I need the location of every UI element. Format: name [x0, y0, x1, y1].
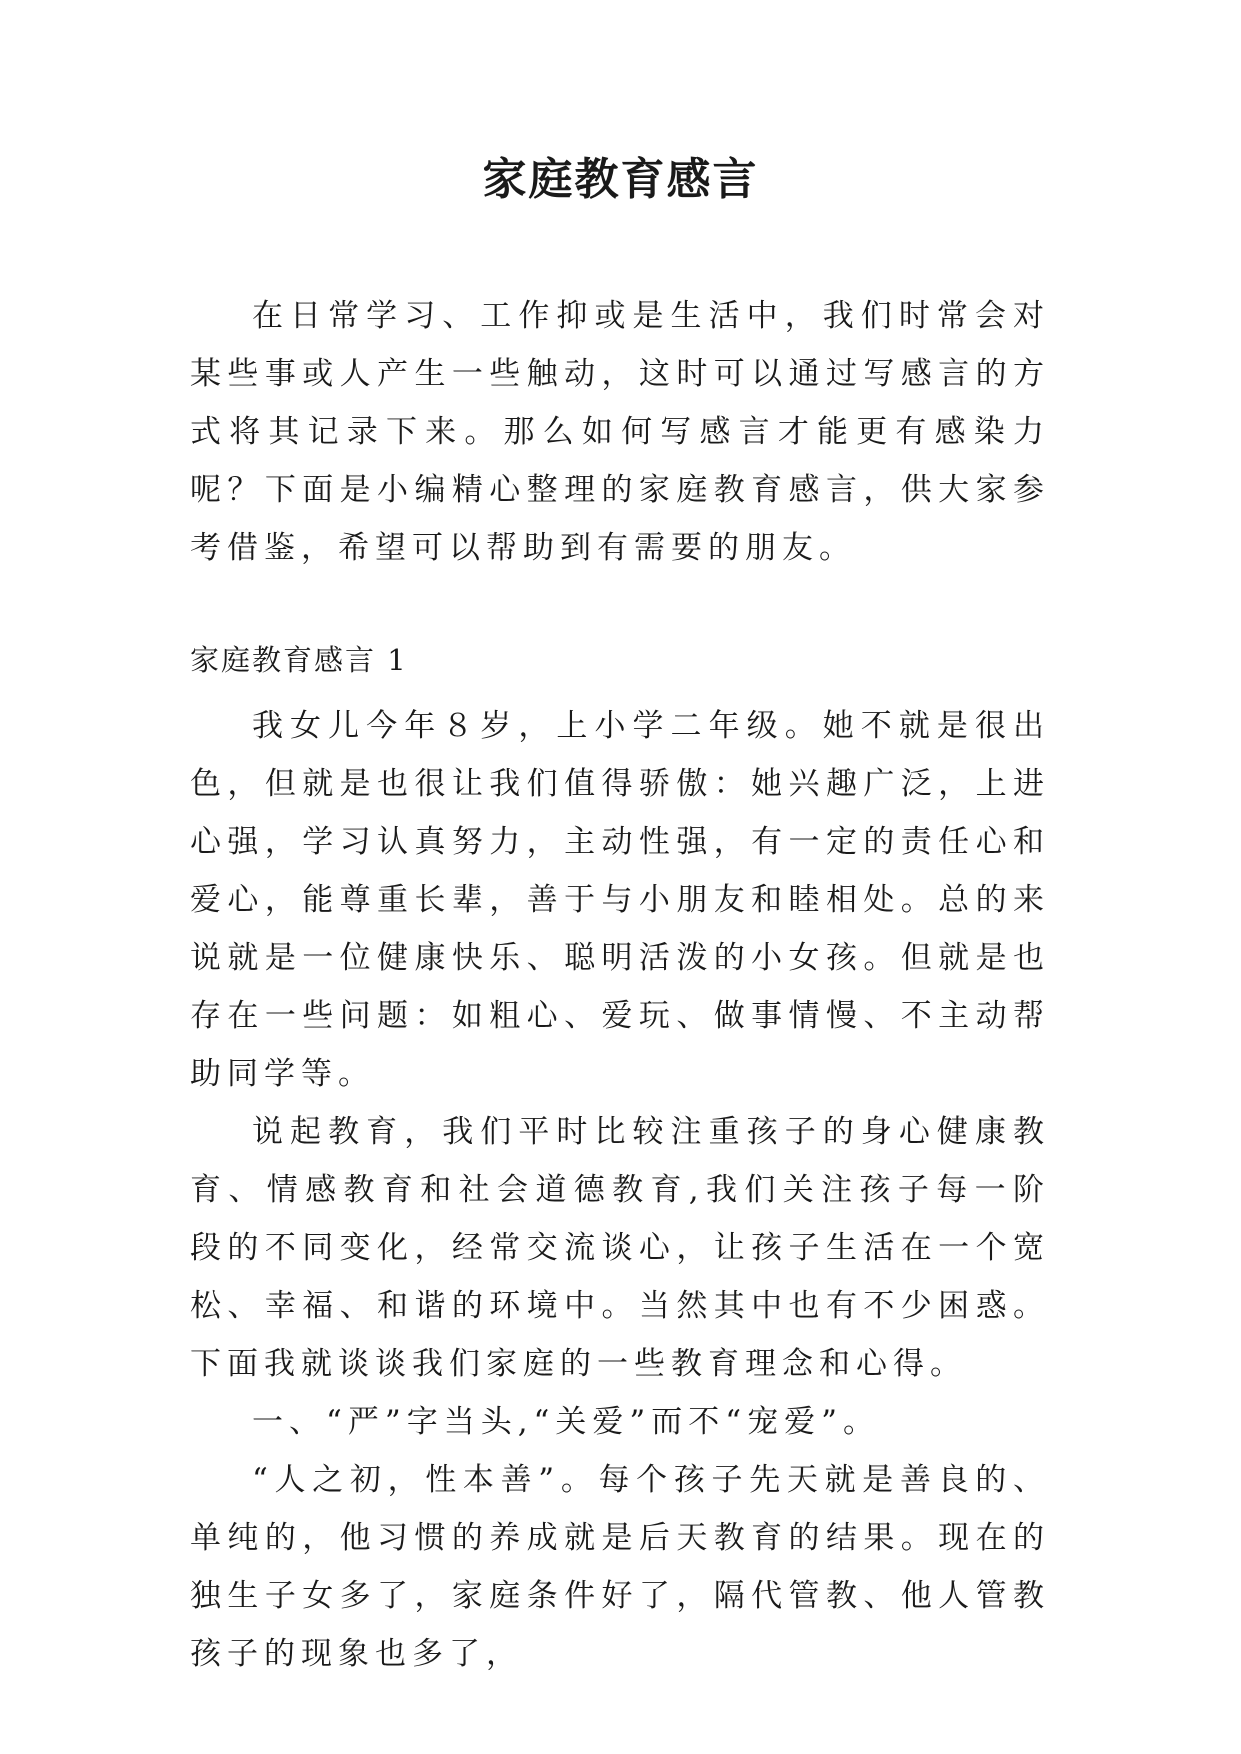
section-paragraph-4: “人之初，性本善”。每个孩子先天就是善良的、单纯的，他习惯的养成就是后天教育的结果。现在的独生子女多了，家庭条件好了，隔代管教、他人管教孩子的现象也多了，	[190, 1462, 1050, 1672]
section-paragraph-3: 一、“严”字当头,“关爱”而不“宠爱”。	[252, 1404, 880, 1440]
section-paragraph-1: 我女儿今年８岁，上小学二年级。她不就是很出色，但就是也很让我们值得骄傲：她兴趣广泛，上进心强，学习认真努力，主动性强，有一定的责任心和爱心，能尊重长辈，善于与小朋友和睦相处。总的来说就是一位健康快乐、聪明活泼的小女孩。但就是也存在一些问题：如粗心、爱玩、做事情慢、不主动帮助同学等。	[190, 708, 1050, 1092]
section-1	[190, 635, 1050, 1683]
section-paragraph-2: 说起教育，我们平时比较注重孩子的身心健康教育、情感教育和社会道德教育,我们关注孩子每一阶段的不同变化，经常交流谈心，让孩子生活在一个宽松、幸福、和谐的环境中。当然其中也有不少困惑。下面我就谈谈我们家庭的一些教育理念和心得。	[190, 1114, 1050, 1382]
document-title: 家庭教育感言	[482, 154, 759, 205]
intro-block	[190, 287, 1050, 577]
section-heading: 家庭教育感言 1	[190, 643, 408, 677]
intro-paragraph: 在日常学习、工作抑或是生活中，我们时常会对某些事或人产生一些触动，这时可以通过写感言的方式将其记录下来。那么如何写感言才能更有感染力呢？下面是小编精心整理的家庭教育感言，供大家参考借鉴，希望可以帮助到有需要的朋友。	[190, 298, 1050, 566]
